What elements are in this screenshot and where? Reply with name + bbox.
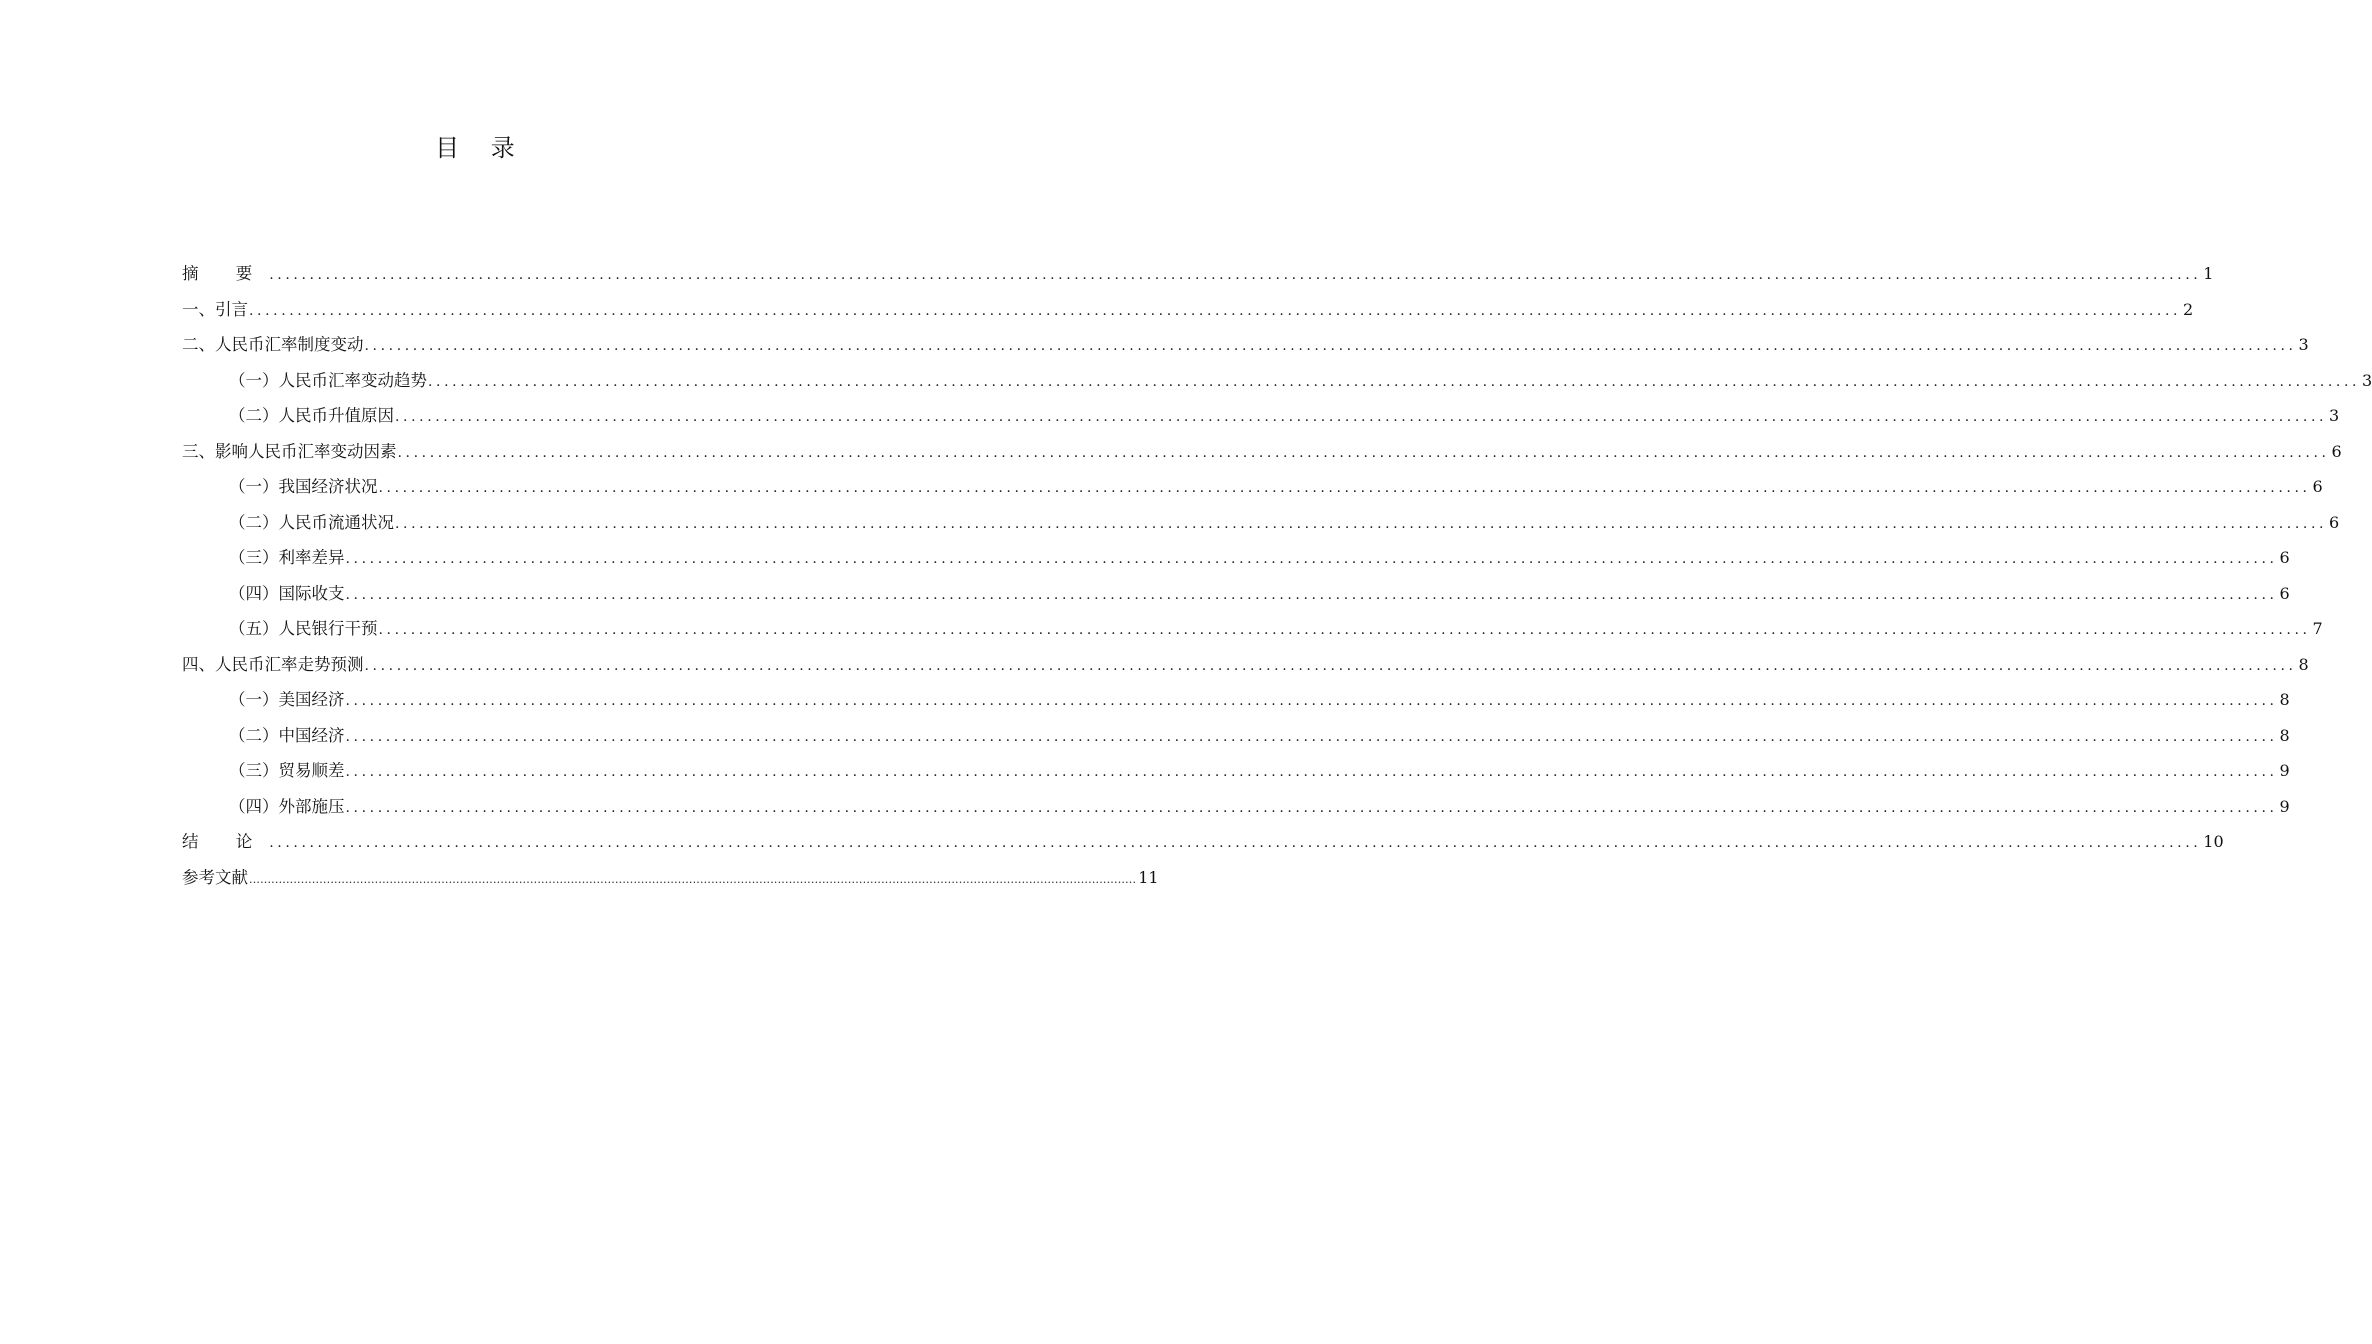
toc-entry-page: 6 xyxy=(2331,441,2342,461)
toc-entry-label: （一）我国经济状况 xyxy=(229,477,378,496)
toc-entry-section-3[interactable] xyxy=(182,434,2342,470)
toc-entry-introduction[interactable] xyxy=(182,292,2194,328)
toc-entry-abstract[interactable] xyxy=(182,256,2214,292)
toc-entry-section-3-5[interactable] xyxy=(182,611,2323,647)
toc-leader-dots: ................................................................................................................................................................................................................................................ xyxy=(428,373,2361,390)
toc-entry-page: 11 xyxy=(1138,867,1159,887)
toc-leader-dots: ................................................................................................................................................................................................................................................ xyxy=(269,267,2202,283)
toc-entry-page: 9 xyxy=(2279,796,2290,816)
toc-entry-section-3-1[interactable] xyxy=(182,469,2323,505)
page-title: 目 录 xyxy=(435,134,527,162)
toc-entry-label: （五）人民银行干预 xyxy=(229,619,378,638)
toc-entry-page: 6 xyxy=(2312,477,2323,496)
toc-leader-dots: ................................................................................................................................................................................................................................................ xyxy=(395,409,2328,425)
table-of-contents xyxy=(182,256,2372,895)
toc-entry-page: 6 xyxy=(2279,583,2290,603)
toc-leader-dots: ................................................................................................................................................................................................................................................ xyxy=(345,728,2278,745)
toc-leader-dots: ................................................................................................................................................................................................................................................ xyxy=(345,764,2278,780)
toc-leader-dots: ................................................................................................................................................................................................................................................ xyxy=(364,338,2297,354)
toc-entry-conclusion[interactable] xyxy=(182,824,2224,860)
toc-entry-page: 6 xyxy=(2329,512,2340,532)
toc-leader-dots: ................................................................................................................................................................................................................................................ xyxy=(378,622,2311,638)
toc-entry-label: 摘 要 xyxy=(182,264,269,283)
toc-entry-section-2-1[interactable] xyxy=(182,363,2372,399)
toc-leader-dots: ................................................................................................................................................................................................................................................ xyxy=(378,480,2311,496)
toc-entry-section-2[interactable] xyxy=(182,327,2309,363)
toc-entry-label: 一、引言 xyxy=(182,299,248,319)
toc-entry-label: 结 论 xyxy=(182,832,269,851)
toc-leader-dots: ................................................................................................................................................................................................................................................ xyxy=(345,693,2278,709)
toc-entry-label: （二）中国经济 xyxy=(229,725,345,745)
toc-leader-dots: ................................................................................................................................................................................................................................................ xyxy=(345,551,2278,567)
toc-entry-label: 四、人民币汇率走势预测 xyxy=(182,654,364,674)
toc-entry-section-2-2[interactable] xyxy=(182,398,2340,434)
toc-entry-page: 6 xyxy=(2279,548,2290,567)
toc-entry-section-4-4[interactable] xyxy=(182,789,2290,825)
toc-entry-page: 10 xyxy=(2203,832,2224,851)
toc-entry-section-4-2[interactable] xyxy=(182,718,2290,754)
toc-entry-section-4[interactable] xyxy=(182,647,2309,683)
toc-entry-page: 8 xyxy=(2279,725,2290,745)
toc-leader-dots: ................................................................................................................................................................................................................................................ xyxy=(249,872,1137,886)
toc-entry-section-4-3[interactable] xyxy=(182,753,2290,789)
toc-entry-label: （二）人民币流通状况 xyxy=(229,512,394,532)
toc-entry-section-4-1[interactable] xyxy=(182,682,2290,718)
toc-entry-label: 二、人民币汇率制度变动 xyxy=(182,335,364,354)
toc-entry-label: （二）人民币升值原因 xyxy=(229,406,394,425)
toc-entry-page: 3 xyxy=(2298,335,2309,354)
toc-leader-dots: ................................................................................................................................................................................................................................................ xyxy=(345,799,2278,816)
toc-entry-page: 2 xyxy=(2183,299,2194,319)
toc-entry-label: （三）贸易顺差 xyxy=(229,761,345,780)
toc-entry-section-3-4[interactable] xyxy=(182,576,2290,612)
toc-entry-label: （四）外部施压 xyxy=(229,796,345,816)
toc-entry-section-3-2[interactable] xyxy=(182,505,2340,541)
toc-entry-page: 8 xyxy=(2298,654,2309,674)
toc-entry-label: （一）美国经济 xyxy=(229,690,345,709)
toc-entry-page: 1 xyxy=(2203,264,2214,283)
toc-leader-dots: ................................................................................................................................................................................................................................................ xyxy=(395,515,2328,532)
toc-entry-references[interactable] xyxy=(182,860,1159,896)
toc-entry-section-3-3[interactable] xyxy=(182,540,2290,576)
toc-entry-label: （三）利率差异 xyxy=(229,548,345,567)
toc-entry-page: 3 xyxy=(2329,406,2340,425)
toc-entry-page: 8 xyxy=(2279,690,2290,709)
toc-entry-label: （四）国际收支 xyxy=(229,583,345,603)
toc-leader-dots: ................................................................................................................................................................................................................................................ xyxy=(345,586,2278,603)
toc-entry-page: 9 xyxy=(2279,761,2290,780)
toc-leader-dots: ................................................................................................................................................................................................................................................ xyxy=(269,835,2202,851)
toc-leader-dots: ................................................................................................................................................................................................................................................ xyxy=(397,444,2330,461)
toc-entry-page: 7 xyxy=(2312,619,2323,638)
toc-entry-page: 3 xyxy=(2362,370,2372,390)
toc-leader-dots: ................................................................................................................................................................................................................................................ xyxy=(364,657,2297,674)
toc-entry-label: 三、影响人民币汇率变动因素 xyxy=(182,441,397,461)
toc-entry-label: （一）人民币汇率变动趋势 xyxy=(229,370,427,390)
toc-leader-dots: ................................................................................................................................................................................................................................................ xyxy=(249,302,2182,319)
toc-entry-label: 参考文献 xyxy=(182,867,248,887)
